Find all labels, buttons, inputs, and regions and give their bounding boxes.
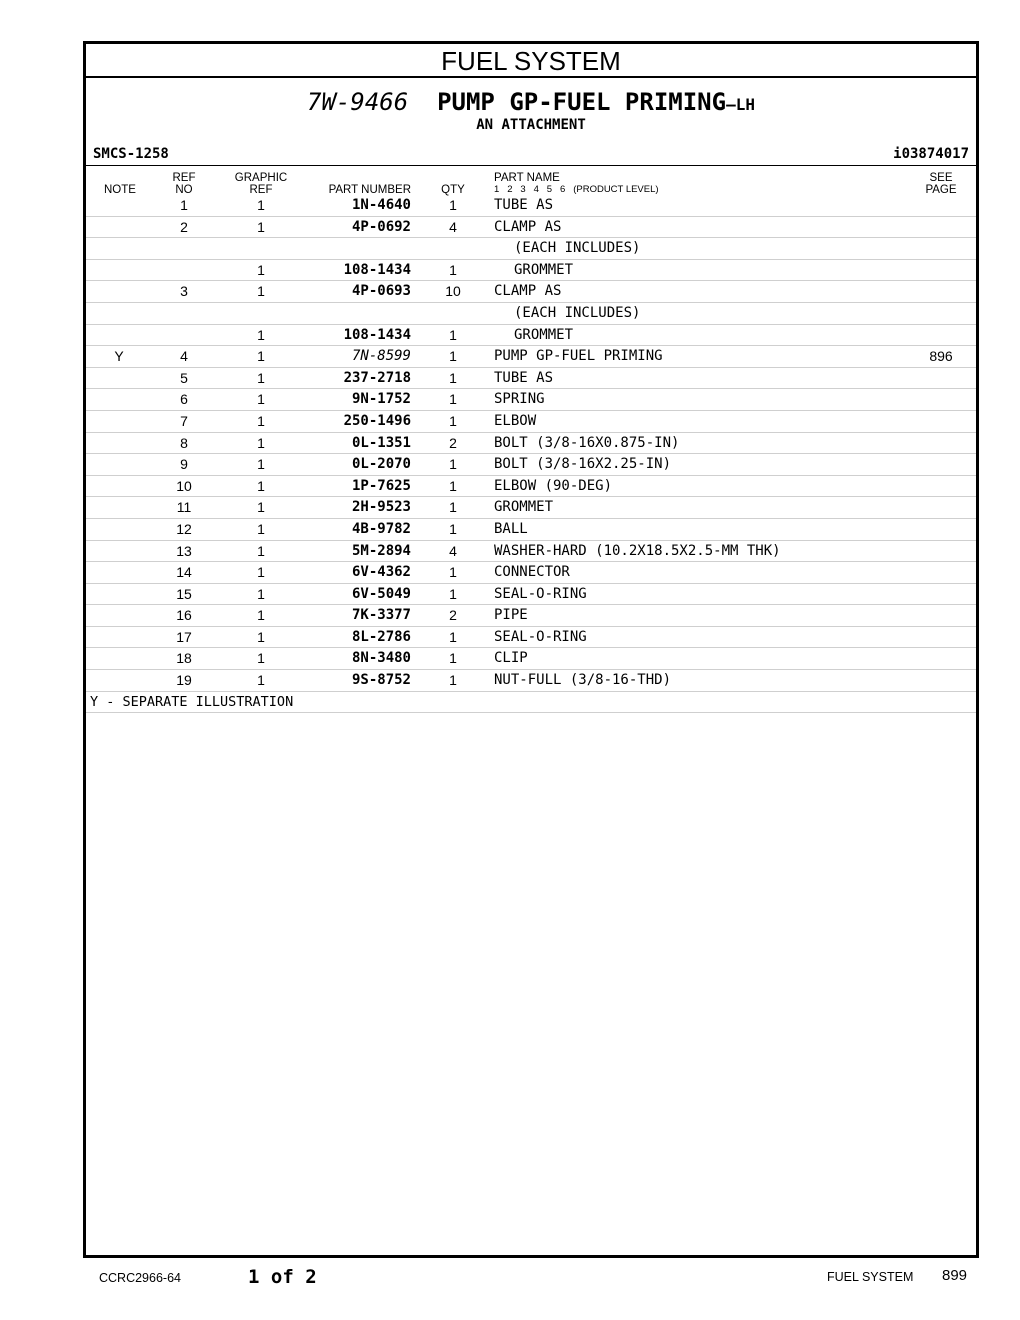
footnote-row (86, 692, 976, 714)
group-number: 7W-9466 (307, 88, 409, 116)
part-name-cell: (EACH INCLUDES) (514, 304, 641, 321)
table-row (86, 627, 976, 649)
table-row (86, 411, 976, 433)
table-row (86, 605, 976, 627)
col-header-graphic-top: GRAPHIC (234, 172, 288, 184)
header-divider (86, 165, 976, 166)
table-row (86, 497, 976, 519)
table-row (86, 346, 976, 368)
qty-cell: 1 (449, 672, 457, 689)
part-number-cell: 0L-1351 (351, 434, 411, 451)
ref-no-cell: 2 (180, 218, 188, 235)
graphic-ref-cell: 1 (257, 391, 265, 408)
ref-no-cell: 18 (176, 650, 192, 667)
table-row (86, 519, 976, 541)
ref-no-cell: 6 (180, 391, 188, 408)
part-name-cell: BOLT (3/8-16X2.25-IN) (494, 456, 672, 473)
section-title: FUEL SYSTEM (86, 44, 976, 78)
col-header-see-top: SEE (929, 172, 953, 184)
qty-cell: 1 (449, 369, 457, 386)
smcs-code: SMCS-1258 (93, 146, 169, 162)
col-header-see-bottom: PAGE (925, 184, 957, 196)
group-suffix: —LH (726, 95, 755, 114)
graphic-ref-cell: 1 (257, 456, 265, 473)
qty-cell: 1 (449, 499, 457, 516)
ref-no-cell: 11 (176, 499, 192, 516)
graphic-ref-cell: 1 (257, 499, 265, 516)
group-name: PUMP GP-FUEL PRIMING (437, 88, 727, 116)
part-number-cell: 8N-3480 (351, 650, 411, 667)
qty-cell: 1 (449, 456, 457, 473)
graphic-ref-cell: 1 (257, 434, 265, 451)
part-number-cell: 4P-0693 (351, 283, 411, 300)
graphic-ref-cell: 1 (257, 197, 265, 213)
table-row (86, 238, 976, 260)
part-name-cell: BALL (494, 520, 528, 537)
part-number-cell: 250-1496 (343, 412, 411, 429)
part-name-cell: PUMP GP-FUEL PRIMING (494, 348, 663, 365)
col-header-ref-top: REF (172, 172, 196, 184)
graphic-ref-cell: 1 (257, 477, 265, 494)
part-name-cell: SEAL-O-RING (494, 585, 587, 602)
table-row (86, 454, 976, 476)
qty-cell: 1 (449, 326, 457, 343)
col-header-see-page (921, 172, 961, 196)
col-header-ref (164, 172, 204, 196)
note-cell: Y (114, 348, 124, 365)
table-row (86, 368, 976, 390)
table-row (86, 541, 976, 563)
part-name-cell: CONNECTOR (494, 564, 570, 581)
col-header-part-name-top: PART NAME (494, 172, 560, 184)
graphic-ref-cell: 1 (257, 672, 265, 689)
qty-cell: 4 (449, 542, 457, 559)
table-row (86, 476, 976, 498)
table-row (86, 670, 976, 692)
col-header-ref-bottom: NO (175, 184, 193, 196)
ref-no-cell: 10 (176, 477, 192, 494)
ref-no-cell: 3 (180, 283, 188, 300)
qty-cell: 10 (445, 283, 461, 300)
part-number-cell: 1N-4640 (351, 197, 411, 213)
part-name-cell: TUBE AS (494, 369, 554, 386)
part-name-cell: ELBOW (494, 412, 537, 429)
col-header-product-levels: 1 2 3 4 5 6 (PRODUCT LEVEL) (494, 184, 659, 195)
part-number-cell: 6V-5049 (351, 585, 411, 602)
ref-no-cell: 1 (180, 197, 188, 213)
qty-cell: 4 (449, 218, 457, 235)
part-name-cell: CLAMP AS (494, 283, 562, 300)
col-header-part-name (494, 172, 659, 196)
part-name-cell: ELBOW (90-DEG) (494, 477, 613, 494)
qty-cell: 1 (449, 412, 457, 429)
table-row (86, 217, 976, 239)
col-header-graphic-ref (226, 172, 296, 196)
page-subtitle: AN ATTACHMENT (476, 117, 586, 133)
graphic-ref-cell: 1 (257, 564, 265, 581)
ref-no-cell: 15 (176, 585, 192, 602)
ref-no-cell: 8 (180, 434, 188, 451)
graphic-ref-cell: 1 (257, 218, 265, 235)
graphic-ref-cell: 1 (257, 628, 265, 645)
part-name-cell: GROMMET (514, 261, 574, 278)
footnote: Y - SEPARATE ILLUSTRATION (90, 693, 294, 710)
qty-cell: 2 (449, 434, 457, 451)
graphic-ref-cell: 1 (257, 261, 265, 278)
qty-cell: 1 (449, 520, 457, 537)
table-row (86, 195, 976, 217)
qty-cell: 1 (449, 348, 457, 365)
part-name-cell: BOLT (3/8-16X0.875-IN) (494, 434, 680, 451)
part-number-cell: 7K-3377 (351, 607, 411, 624)
ref-no-cell: 9 (180, 456, 188, 473)
part-number-cell: 7N-8599 (351, 348, 411, 365)
graphic-ref-cell: 1 (257, 369, 265, 386)
ref-no-cell: 17 (176, 628, 192, 645)
ref-no-cell: 16 (176, 607, 192, 624)
part-name-cell: TUBE AS (494, 197, 554, 213)
page-title (86, 88, 976, 116)
qty-cell: 1 (449, 564, 457, 581)
qty-cell: 1 (449, 261, 457, 278)
footer-section: FUEL SYSTEM (827, 1270, 914, 1284)
part-name-cell: GROMMET (494, 499, 554, 516)
table-row (86, 562, 976, 584)
see-page-cell: 896 (929, 348, 953, 365)
part-number-cell: 6V-4362 (351, 564, 411, 581)
col-header-qty: QTY (441, 184, 465, 196)
ref-no-cell: 4 (180, 348, 188, 365)
part-number-cell: 9N-1752 (351, 391, 411, 408)
col-header-note: NOTE (104, 184, 136, 196)
qty-cell: 1 (449, 477, 457, 494)
table-row (86, 303, 976, 325)
graphic-ref-cell: 1 (257, 412, 265, 429)
qty-cell: 1 (449, 391, 457, 408)
part-number-cell: 4P-0692 (351, 218, 411, 235)
part-number-cell: 0L-2070 (351, 456, 411, 473)
page-frame (83, 41, 979, 1258)
qty-cell: 2 (449, 607, 457, 624)
table-row (86, 389, 976, 411)
ref-no-cell: 19 (176, 672, 192, 689)
part-number-cell: 1P-7625 (351, 477, 411, 494)
qty-cell: 1 (449, 197, 457, 213)
qty-cell: 1 (449, 650, 457, 667)
graphic-ref-cell: 1 (257, 585, 265, 602)
part-name-cell: CLAMP AS (494, 218, 562, 235)
qty-cell: 1 (449, 585, 457, 602)
part-name-cell: SEAL-O-RING (494, 628, 587, 645)
qty-cell: 1 (449, 628, 457, 645)
col-header-graphic-bottom: REF (249, 184, 273, 196)
col-header-part-number: PART NUMBER (328, 184, 411, 196)
table-row (86, 648, 976, 670)
table-row (86, 281, 976, 303)
part-name-cell: NUT-FULL (3/8-16-THD) (494, 672, 672, 689)
graphic-ref-cell: 1 (257, 542, 265, 559)
graphic-ref-cell: 1 (257, 607, 265, 624)
ref-no-cell: 12 (176, 520, 192, 537)
part-name-cell: SPRING (494, 391, 545, 408)
graphic-ref-cell: 1 (257, 326, 265, 343)
footer-page-count: 1 of 2 (248, 1266, 317, 1288)
part-name-cell: GROMMET (514, 326, 574, 343)
document-id: i03874017 (893, 146, 969, 162)
table-row (86, 325, 976, 347)
ref-no-cell: 14 (176, 564, 192, 581)
table-row (86, 260, 976, 282)
part-number-cell: 108-1434 (343, 326, 411, 343)
footer-page-number: 899 (942, 1267, 968, 1284)
part-name-cell: WASHER-HARD (10.2X18.5X2.5-MM THK) (494, 542, 781, 559)
graphic-ref-cell: 1 (257, 283, 265, 300)
part-number-cell: 108-1434 (343, 261, 411, 278)
ref-no-cell: 13 (176, 542, 192, 559)
part-number-cell: 2H-9523 (351, 499, 411, 516)
footer-code: CCRC2966-64 (99, 1271, 181, 1285)
ref-no-cell: 5 (180, 369, 188, 386)
table-row (86, 584, 976, 606)
parts-table (86, 195, 976, 713)
part-number-cell: 8L-2786 (351, 628, 411, 645)
ref-no-cell: 7 (180, 412, 188, 429)
part-name-cell: CLIP (494, 650, 528, 667)
part-name-cell: PIPE (494, 607, 528, 624)
part-number-cell: 237-2718 (343, 369, 411, 386)
table-row (86, 433, 976, 455)
part-number-cell: 4B-9782 (351, 520, 411, 537)
part-number-cell: 9S-8752 (351, 672, 411, 689)
graphic-ref-cell: 1 (257, 520, 265, 537)
graphic-ref-cell: 1 (257, 348, 265, 365)
part-name-cell: (EACH INCLUDES) (514, 240, 641, 257)
graphic-ref-cell: 1 (257, 650, 265, 667)
part-number-cell: 5M-2894 (351, 542, 411, 559)
